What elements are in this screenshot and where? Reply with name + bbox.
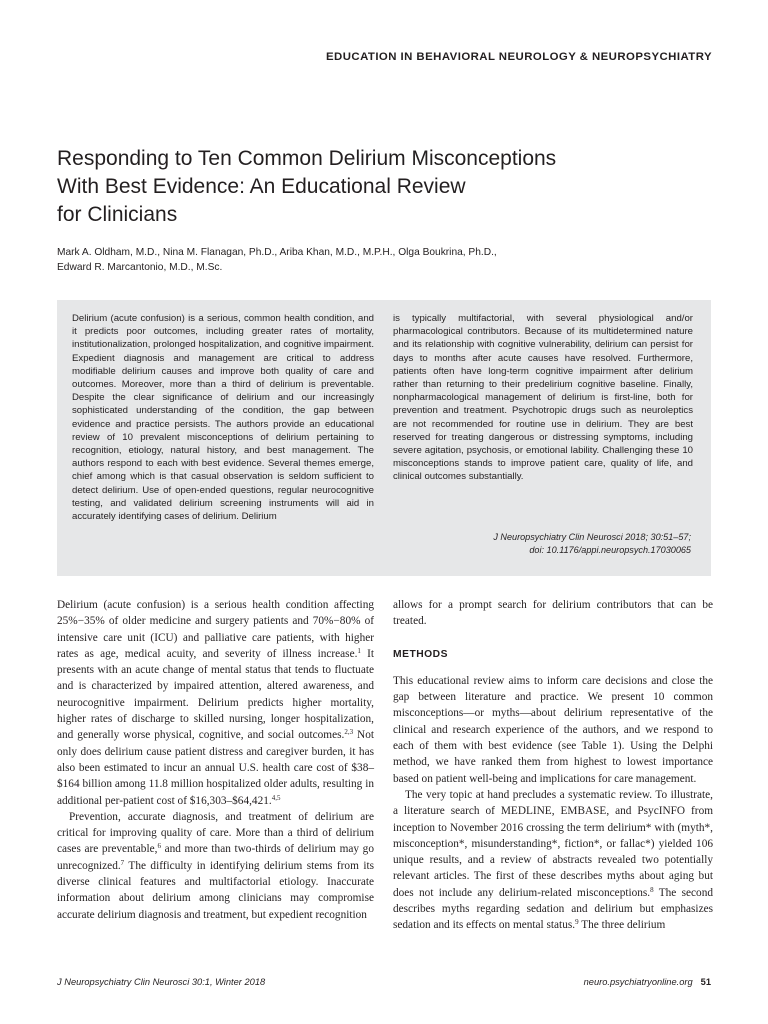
body-paragraph: allows for a prompt search for delirium contributors that can be treated. — [393, 599, 713, 628]
footer-right — [584, 977, 711, 987]
body-paragraph: This educational review aims to inform care decisions and close the gap between literature and practice. We present 10 common misconceptions—or myths—about delirium representative of the clinical and research experience of the authors, and we respond to each of them with best evidence (see Table 1). Using the Delphi method, we have ranked them from highest to lowest importance based on patient well-being and implications for care management. — [393, 674, 713, 785]
reference-marker: 6 — [157, 842, 161, 851]
author-list — [57, 245, 657, 275]
title-line: for Clinicians — [57, 203, 178, 226]
doi: doi: 10.1176/appi.neuropsych.17030065 — [529, 545, 691, 555]
body-paragraph: Delirium (acute confusion) is a serious health condition affecting 25%−35% of older medicine and surgery patients and 70%−80% of intensive care unit (ICU) and palliative care patients, with higher rates as age, medical acuity, and severity of illness increase.$^1$ It presents with an acute change of mental status that tends to fluctuate and is characterized by impaired attention, altered awareness, and neurocognitive impairment. Delirium predicts higher mortality, higher rates of discharge to skilled nursing, longer hospitalization, and generally worse physical, cognitive, and social outcomes.$^{2,3}$ Not only does delirium cause patient distress and caregiver burden, it has also been estimated to incur an annual U.S. health care cost of $38–$164 billion among 11.8 million hospitalized older adults, resulting in additional per-patient cost of $16,303–$64,421.$^{4,5}$ — [57, 599, 374, 807]
title-line: With Best Evidence: An Educational Review — [57, 175, 466, 198]
abstract-right-column: is typically multifactorial, with several physiological and/or pharmacological contributors. Because of its multidetermined nature and its relationship with cognitive vulnerability, delirium can persist for days to months after acute causes have resolved. Furthermore, patients often have long-term cognitive impairment after delirium rather than returning to their predelirium cognitive baseline. Finally, nonpharmacological management of delirium is first-line, both for prevention and treatment. Psychotropic drugs such as neuroleptics are not recommended for routine use in delirium. They are best reserved for treating dangerous or distressing symptoms, including severe agitation, psychosis, or emotional lability. Challenging these 10 misconceptions stands to improve patient care, quality of life, and clinical outcomes substantially. — [393, 313, 693, 483]
page-number: 51 — [700, 977, 711, 987]
section-header: EDUCATION IN BEHAVIORAL NEUROLOGY & NEUROPSYCHIATRY — [326, 51, 712, 63]
section-heading-methods: METHODS — [393, 648, 448, 660]
abstract-left-column: Delirium (acute confusion) is a serious, common health condition, and it predicts poor outcomes, including greater rates of mortality, institutionalization, prolonged hospitalization, and cognitive impairment. Expedient diagnosis and management are critical to address modifiable delirium causes and improve both quality of care and outcomes. Moreover, more than a third of delirium is preventable. Despite the clear significance of delirium and our increasingly sophisticated understanding of the condition, the gap between evidence and practice persists. The authors provide an educational review of 10 prevalent misconceptions of delirium pertaining to recognition, etiology, natural history, and best management. The authors respond to each with best evidence. Several themes emerge, chief among which is that casual observation is seldom sufficient to detect delirium. Use of open-ended questions, regular neurocognitive testing, and validated delirium screening instruments will aid in accurately identifying cases of delirium. Delirium — [72, 313, 374, 523]
citation-line: J Neuropsychiatry Clin Neurosci 2018; 30:51–57; — [493, 532, 691, 542]
reference-marker: 1 — [357, 646, 361, 655]
footer-journal: J Neuropsychiatry Clin Neurosci 30:1, Winter 2018 — [57, 977, 266, 987]
reference-marker: 7 — [120, 858, 125, 867]
title-line: Responding to Ten Common Delirium Misconceptions — [57, 147, 557, 170]
abstract-box — [57, 300, 711, 576]
authors-line: Mark A. Oldham, M.D., Nina M. Flanagan, Ph.D., Ariba Khan, M.D., M.P.H., Olga Boukrina, Ph.D., — [57, 247, 497, 258]
article-title — [57, 145, 717, 229]
body-left-column — [57, 597, 374, 923]
reference-marker: 9 — [575, 918, 579, 927]
reference-marker: 8 — [650, 885, 654, 894]
reference-marker: 2,3 — [344, 728, 354, 737]
authors-line: Edward R. Marcantonio, M.D., M.Sc. — [57, 262, 223, 273]
body-right-column — [393, 597, 713, 934]
body-paragraph: The very topic at hand precludes a systematic review. To illustrate, a literature search of MEDLINE, EMBASE, and PsycINFO from inception to November 2016 crossing the term delirium* with (myth*, misconception*, misunderstanding*, fiction*, or fallac*) yielded 106 unique results, and a review of abstracts revealed two potentially relevant articles. The first of these describes myths about aging but does not include any delirium-related misconceptions.$^8$ The second describes myths regarding sedation and delirium but emphasizes sedation and its effects on mental status.$^9$ The three delirium — [393, 788, 713, 932]
reference-marker: 4,5 — [271, 793, 281, 802]
body-paragraph: Prevention, accurate diagnosis, and treatment of delirium are critical for improving quality of care. More than a third of delirium cases are preventable,$^6$ and more than two-thirds of delirium may go unrecognized.$^7$ The difficulty in identifying delirium stems from its diverse clinical features and multifactorial etiology. Inaccurate information about delirium among clinicians may compromise accurate delirium diagnosis and treatment, but expedient recognition — [57, 810, 374, 921]
journal-url[interactable]: neuro.psychiatryonline.org — [583, 977, 693, 987]
citation — [493, 531, 691, 557]
